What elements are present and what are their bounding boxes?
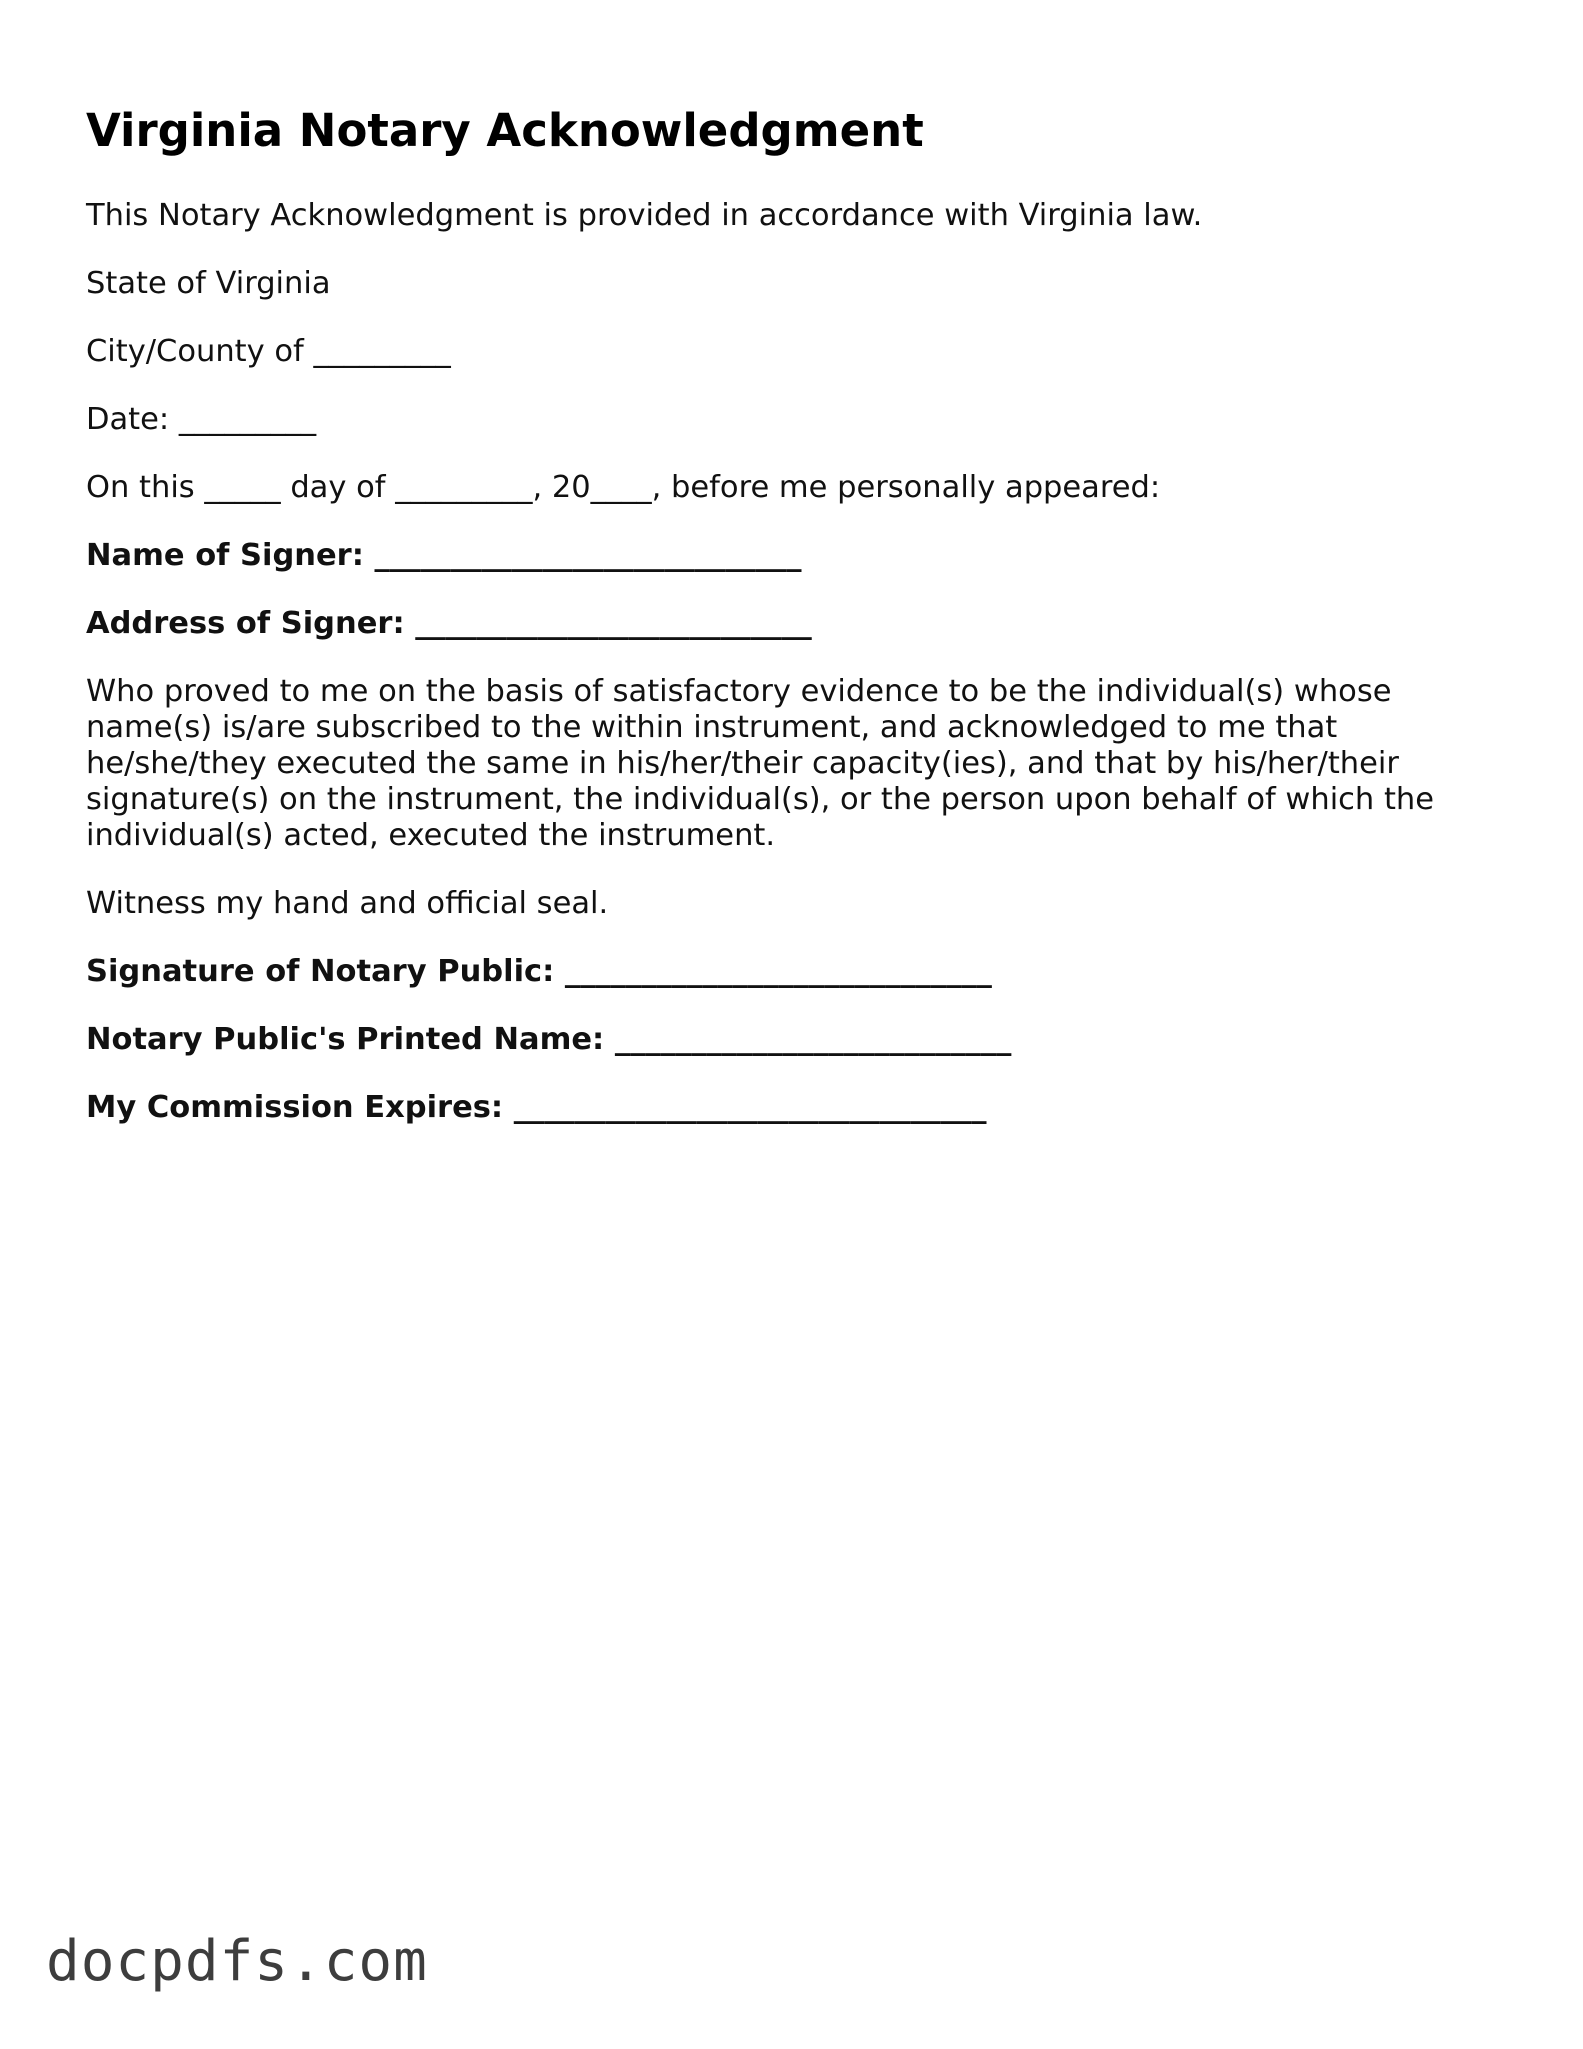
signer-name-label: Name of Signer: [86,538,375,573]
appearance-line: On this _____ day of _________, 20____, before me personally appeared: [86,470,1161,505]
commission-expires-label: My Commission Expires: [86,1090,514,1125]
commission-expires-blank: _______________________________ [513,1090,987,1125]
watermark: docpdfs.com [46,1929,428,1994]
signer-address-field [86,606,1496,642]
signer-name-blank: ____________________________ [374,538,802,573]
notary-name-blank: __________________________ [614,1022,1012,1057]
signer-name-field [86,538,1496,574]
notary-signature-field [86,954,1496,990]
signer-address-blank: __________________________ [415,606,812,641]
city-county-line: City/County of _________ [86,334,451,369]
notary-signature-blank: ____________________________ [564,954,992,989]
state-line: State of Virginia [86,266,331,301]
signer-address-label: Address of Signer: [86,606,416,641]
date-line: Date: _________ [86,402,317,437]
notary-name-field [86,1022,1496,1058]
notary-signature-label: Signature of Notary Public: [86,954,565,989]
intro-text: This Notary Acknowledgment is provided in accordance with Virginia law. [86,198,1203,233]
document-body [86,198,1496,1158]
notary-name-label: Notary Public's Printed Name: [86,1022,615,1057]
commission-expires-field [86,1090,1496,1126]
witness-line: Witness my hand and official seal. [86,886,609,921]
document-title: Virginia Notary Acknowledgment [86,104,924,157]
attestation-paragraph: Who proved to me on the basis of satisfactory evidence to be the individual(s) whose name(s) is/are subscribed to the within instrument, and acknowledged to me that he/she/they executed the same in his/her/their capacity(ies), and that by his/her/their signature(s) on the instrument, the individual(s), or the person upon behalf of which the individual(s) acted, executed the instrument. [86,674,1435,853]
